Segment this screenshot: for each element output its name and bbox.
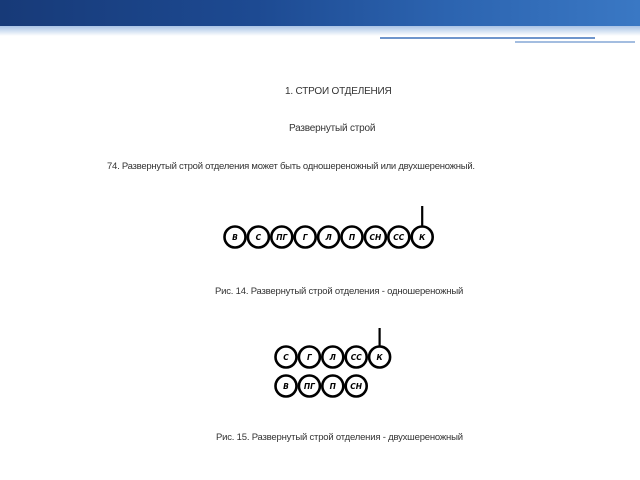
fig14-soldier <box>271 227 292 248</box>
fig14-soldier <box>318 227 339 248</box>
fig14-soldier <box>225 227 246 248</box>
fig15-front-label: Г <box>307 353 312 362</box>
fig14-label: Л <box>325 233 332 242</box>
fig14-label: СН <box>369 233 382 242</box>
fig14-label: Г <box>302 233 308 242</box>
fig14-label: К <box>419 233 426 242</box>
figure-14-caption: Рис. 14. Развернутый строй отделения - одношереножный <box>215 286 464 297</box>
fig15-back-soldier <box>276 376 297 397</box>
fig15-front-soldier <box>299 347 320 368</box>
fig14-label: СС <box>393 233 405 242</box>
fig15-back-soldier <box>299 376 320 397</box>
fig14-soldier <box>412 227 433 248</box>
fig15-front-label: К <box>376 353 383 362</box>
fig15-front-label: СС <box>350 353 362 362</box>
fig14-soldier <box>365 227 386 248</box>
fig15-front-soldier <box>369 347 390 368</box>
figure-15-diagram <box>276 328 391 397</box>
fig14-label: ПГ <box>276 233 288 242</box>
fig14-soldier <box>248 227 269 248</box>
fig15-front-label: С <box>283 353 289 362</box>
fig15-front-soldier <box>346 347 367 368</box>
fig14-label: В <box>232 233 238 242</box>
fig15-back-soldier <box>322 376 343 397</box>
fig15-back-label: СН <box>350 382 363 391</box>
fig15-back-label: В <box>283 382 289 391</box>
figure-15-caption: Рис. 15. Развернутый строй отделения - двухшереножный <box>216 432 463 443</box>
subheading: Развернутый строй <box>289 123 376 134</box>
fig14-label: С <box>255 233 262 242</box>
fig14-soldier <box>295 227 316 248</box>
fig14-soldier <box>388 227 409 248</box>
fig15-front-soldier <box>276 347 297 368</box>
section-heading: 1. СТРОИ ОТДЕЛЕНИЯ <box>285 86 392 97</box>
fig15-front-soldier <box>322 347 343 368</box>
fig15-back-soldier <box>346 376 367 397</box>
fig14-label: П <box>348 233 356 242</box>
fig14-soldier <box>342 227 363 248</box>
fig15-back-label: П <box>329 382 336 391</box>
fig15-back-label: ПГ <box>303 382 315 391</box>
paragraph: 74. Развернутый строй отделения может быть одношереножный или двухшереножный. <box>107 161 475 172</box>
fig15-front-label: Л <box>329 353 336 362</box>
figure-14-diagram <box>225 206 433 248</box>
